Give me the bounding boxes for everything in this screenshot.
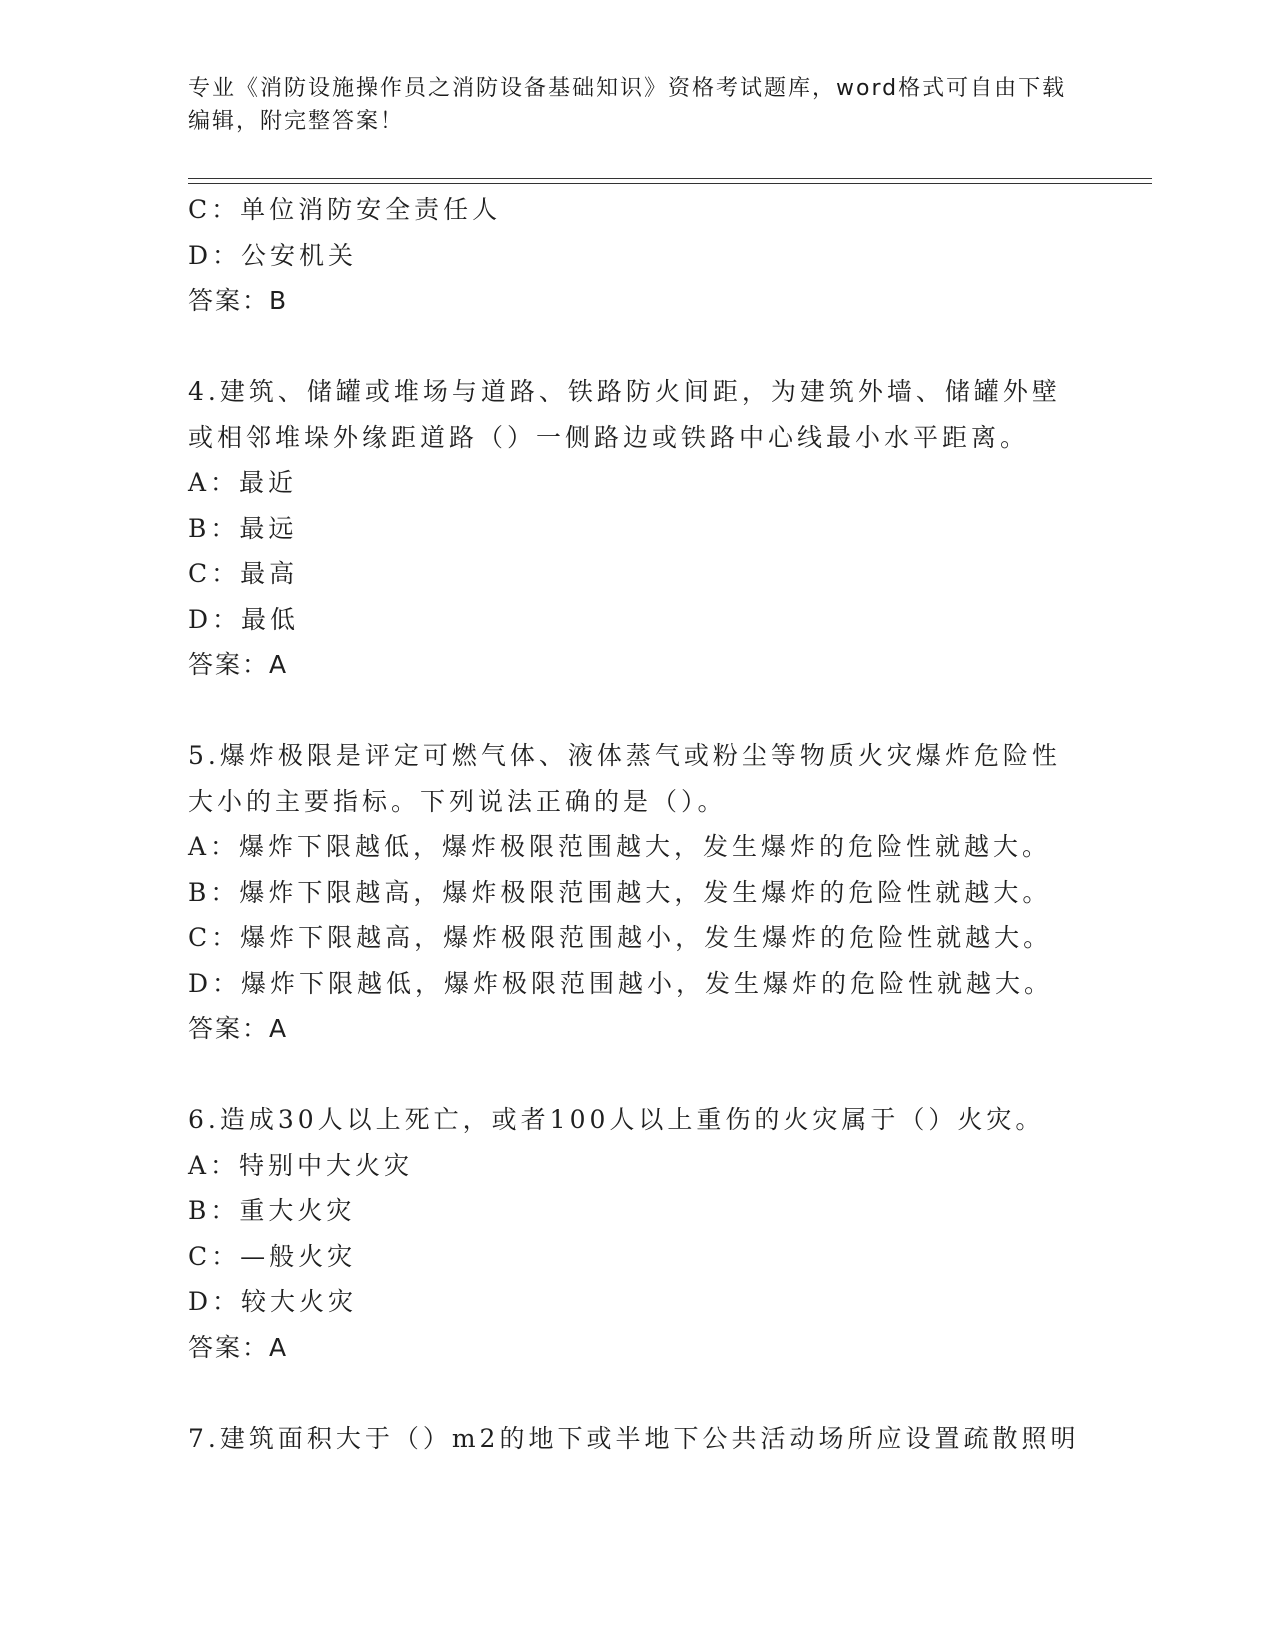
header-divider-bottom — [188, 183, 1152, 184]
question-6 — [188, 1097, 1088, 1370]
option-line: C：爆炸下限越高，爆炸极限范围越小，发生爆炸的危险性就越大。 — [188, 923, 1053, 952]
option-line: D：最低 — [188, 604, 300, 634]
option-line: B：重大火灾 — [188, 1196, 356, 1225]
answer-line: 答案：A — [188, 1332, 289, 1362]
question-stem-line: 5.爆炸极限是评定可燃气体、液体蒸气或粉尘等物质火灾爆炸危险性 — [188, 741, 1061, 770]
question-7-fragment — [188, 1416, 1088, 1462]
answer-line: 答案：B — [188, 286, 289, 315]
spacer — [188, 688, 1088, 734]
option-line: A：爆炸下限越低，爆炸极限范围越大，发生爆炸的危险性就越大。 — [188, 832, 1052, 861]
option-line: D：较大火灾 — [188, 1287, 358, 1316]
question-stem-line: 7.建筑面积大于（）m2的地下或半地下公共活动场所应设置疏散照明 — [188, 1423, 1080, 1453]
option-line: D：爆炸下限越低，爆炸极限范围越小，发生爆炸的危险性就越大。 — [188, 968, 1054, 998]
document-header — [188, 72, 1068, 138]
option-line: A：特别中大火灾 — [188, 1150, 414, 1180]
spacer — [188, 1052, 1088, 1098]
answer-line: 答案：A — [188, 1014, 289, 1043]
header-divider-top — [188, 178, 1152, 179]
spacer — [188, 324, 1088, 370]
header-text: 专业《消防设施操作员之消防设备基础知识》资格考试题库，word格式可自由下载编辑，附完整答案！ — [188, 76, 1067, 134]
spacer — [188, 1370, 1088, 1416]
question-5 — [188, 733, 1088, 1052]
option-line: C：最高 — [188, 559, 299, 588]
option-line: C：—般火灾 — [188, 1241, 357, 1271]
option-line: B：最远 — [188, 513, 298, 543]
question-stem-line: 大小的主要指标。下列说法正确的是（）。 — [188, 786, 727, 816]
answer-line: 答案：A — [188, 650, 289, 679]
option-line: A：最近 — [188, 468, 298, 497]
option-line: B：爆炸下限越高，爆炸极限范围越大，发生爆炸的危险性就越大。 — [188, 877, 1052, 907]
question-content — [188, 187, 1088, 1461]
question-3-fragment — [188, 187, 1088, 324]
question-stem-line: 6.造成30人以上死亡，或者100人以上重伤的火灾属于（）火灾。 — [188, 1105, 1045, 1134]
question-stem-line: 或相邻堆垛外缘距道路（）一侧路边或铁路中心线最小水平距离。 — [188, 422, 1030, 452]
question-4 — [188, 369, 1088, 688]
question-stem-line: 4.建筑、储罐或堆场与道路、铁路防火间距，为建筑外墙、储罐外壁 — [188, 377, 1061, 406]
option-line: C：单位消防安全责任人 — [188, 195, 502, 224]
option-line: D：公安机关 — [188, 240, 358, 270]
